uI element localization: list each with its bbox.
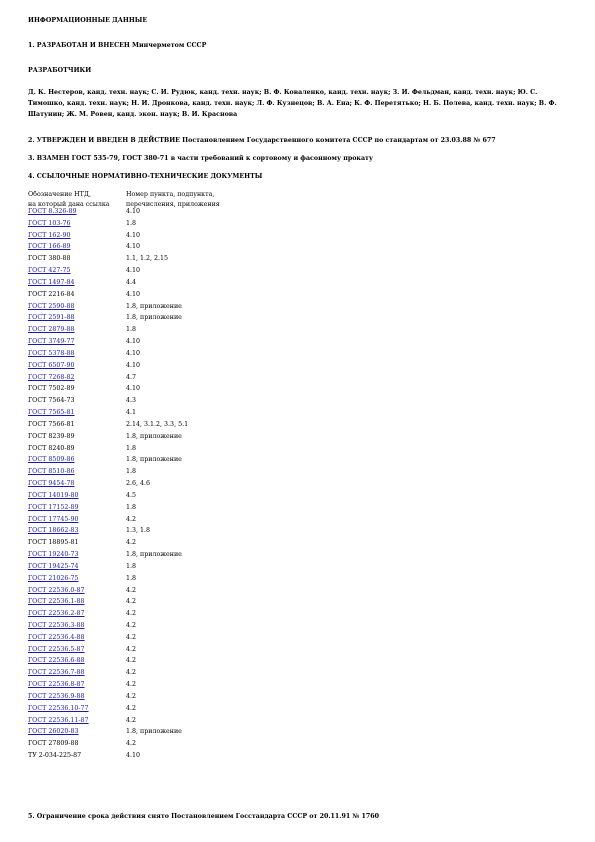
document-link[interactable]: ГОСТ 18662-83 bbox=[28, 527, 79, 535]
table-row bbox=[28, 703, 328, 715]
document-link[interactable]: ГОСТ 22536.2-87 bbox=[28, 610, 85, 618]
table-row bbox=[28, 573, 328, 585]
document-link[interactable]: ГОСТ 2591-88 bbox=[28, 314, 75, 322]
document-link[interactable]: ГОСТ 166-89 bbox=[28, 243, 71, 251]
document-title: ИНФОРМАЦИОННЫЕ ДАННЫЕ bbox=[28, 17, 148, 24]
document-link[interactable]: ГОСТ 3749-77 bbox=[28, 338, 75, 346]
document-code: ТУ 2-034-225-87 bbox=[28, 752, 82, 760]
clause-reference: 4.2 bbox=[126, 645, 137, 653]
table-row bbox=[28, 514, 328, 526]
table-row bbox=[28, 478, 328, 490]
document-link[interactable]: ГОСТ 5378-88 bbox=[28, 349, 75, 357]
table-row bbox=[28, 691, 328, 703]
table-row bbox=[28, 218, 328, 230]
document-link[interactable]: ГОСТ 22536.7-88 bbox=[28, 669, 85, 677]
table-row bbox=[28, 372, 328, 384]
clause-reference: 1.8, приложение bbox=[126, 728, 182, 736]
document-link[interactable]: ГОСТ 19425-74 bbox=[28, 562, 79, 570]
clause-reference: 1.8, приложение bbox=[126, 302, 182, 310]
document-link[interactable]: ГОСТ 2590-88 bbox=[28, 302, 75, 310]
table-row bbox=[28, 502, 328, 514]
section-3: 3. ВЗАМЕН ГОСТ 535-79, ГОСТ 380-71 в части требований к сортовому и фасонному прокату bbox=[28, 155, 373, 162]
clause-reference: 1.8, приложение bbox=[126, 456, 182, 464]
table-row bbox=[28, 596, 328, 608]
document-code: ГОСТ 2216-84 bbox=[28, 290, 75, 298]
clause-reference: 1.8 bbox=[126, 219, 137, 227]
table-row bbox=[28, 265, 328, 277]
document-link[interactable]: ГОСТ 22536.6-88 bbox=[28, 657, 85, 665]
document-link[interactable]: ГОСТ 22536.1-88 bbox=[28, 598, 85, 606]
clause-reference: 4.5 bbox=[126, 491, 137, 499]
clause-reference: 4.2 bbox=[126, 657, 137, 665]
document-link[interactable]: ГОСТ 17152-89 bbox=[28, 503, 79, 511]
clause-reference: 4.10 bbox=[126, 361, 141, 369]
section-2: 2. УТВЕРЖДЕН И ВВЕДЕН В ДЕЙСТВИЕ Постановлением Государственного комитета СССР по стандартам от 23.03.88 № 677 bbox=[28, 137, 496, 144]
section-1: 1. РАЗРАБОТАН И ВНЕСЕН Минчерметом СССР bbox=[28, 42, 207, 49]
document-link[interactable]: ГОСТ 6507-90 bbox=[28, 361, 75, 369]
table-row bbox=[28, 655, 328, 667]
document-link[interactable]: ГОСТ 1497-84 bbox=[28, 278, 75, 286]
clause-reference: 4.4 bbox=[126, 278, 137, 286]
document-link[interactable]: ГОСТ 22536.9-88 bbox=[28, 692, 85, 700]
table-row bbox=[28, 289, 328, 301]
reference-table bbox=[28, 206, 328, 762]
document-link[interactable]: ГОСТ 7268-82 bbox=[28, 373, 75, 381]
table-row bbox=[28, 241, 328, 253]
clause-reference: 1.8, приложение bbox=[126, 432, 182, 440]
clause-reference: 4.10 bbox=[126, 231, 141, 239]
table-row bbox=[28, 336, 328, 348]
document-link[interactable]: ГОСТ 427-75 bbox=[28, 267, 71, 275]
table-row bbox=[28, 561, 328, 573]
developers-list: Д. К. Нестеров, канд. техн. наук; С. И. Рудюк, канд. техн. наук; В. Ф. Коваленко, канд. техн. наук; З. И. Фельдман, канд. техн. наук; Ю. С. Тимошко, канд. техн. наук; Н. И. Дронкова, канд. техн. наук; Л. Ф. Кузнецов; В. А. Ена; К. Ф. Перетятько; Н. Б. Полева, канд. техн. наук; В. Ф. Шатунин; Ж. М. Ровен, канд. экон. наук; В. И. Краснова bbox=[28, 89, 557, 118]
clause-reference: 4.2 bbox=[126, 586, 137, 594]
document-code: ГОСТ 7502-89 bbox=[28, 385, 75, 393]
clause-reference: 4.7 bbox=[126, 373, 137, 381]
document-code: ГОСТ 380-88 bbox=[28, 255, 71, 263]
document-code: ГОСТ 7564-73 bbox=[28, 397, 75, 405]
clause-reference: 1.8, приложение bbox=[126, 551, 182, 559]
table-row bbox=[28, 620, 328, 632]
header-col1-line2: на который дана ссылка bbox=[28, 201, 110, 208]
clause-reference: 4.10 bbox=[126, 208, 141, 215]
document-code: ГОСТ 27809-88 bbox=[28, 740, 79, 748]
document-link[interactable]: ГОСТ 9454-78 bbox=[28, 480, 75, 488]
clause-reference: 4.2 bbox=[126, 598, 137, 606]
document-link[interactable]: ГОСТ 103-76 bbox=[28, 219, 71, 227]
table-row bbox=[28, 738, 328, 750]
document-code: ГОСТ 7566-81 bbox=[28, 420, 75, 428]
document-link[interactable]: ГОСТ 21026-75 bbox=[28, 574, 79, 582]
table-row bbox=[28, 301, 328, 313]
table-row bbox=[28, 419, 328, 431]
clause-reference: 4.2 bbox=[126, 716, 137, 724]
table-row bbox=[28, 715, 328, 727]
table-row bbox=[28, 407, 328, 419]
clause-reference: 4.10 bbox=[126, 349, 141, 357]
header-col2-line2: перечисления, приложения bbox=[126, 201, 220, 208]
clause-reference: 1.8 bbox=[126, 468, 137, 476]
document-link[interactable]: ГОСТ 22536.8-87 bbox=[28, 681, 85, 689]
clause-reference: 2.6, 4.6 bbox=[126, 480, 151, 488]
clause-reference: 4.2 bbox=[126, 681, 137, 689]
table-row bbox=[28, 312, 328, 324]
clause-reference: 4.1 bbox=[126, 409, 137, 417]
table-row bbox=[28, 679, 328, 691]
section-4: 4. ССЫЛОЧНЫЕ НОРМАТИВНО-ТЕХНИЧЕСКИЕ ДОКУМЕНТЫ bbox=[28, 173, 263, 180]
document-link[interactable]: ГОСТ 22536.5-87 bbox=[28, 645, 85, 653]
clause-reference: 1.3, 1.8 bbox=[126, 527, 151, 535]
clause-reference: 4.2 bbox=[126, 669, 137, 677]
document-link[interactable]: ГОСТ 7565-81 bbox=[28, 409, 75, 417]
table-row bbox=[28, 726, 328, 738]
clause-reference: 4.10 bbox=[126, 290, 141, 298]
clause-reference: 1.8 bbox=[126, 444, 137, 452]
table-row bbox=[28, 431, 328, 443]
clause-reference: 4.3 bbox=[126, 397, 137, 405]
document-link[interactable]: ГОСТ 8.326-89 bbox=[28, 208, 77, 215]
developers-heading: РАЗРАБОТЧИКИ bbox=[28, 67, 92, 74]
document-code: ГОСТ 18895-81 bbox=[28, 539, 79, 547]
document-code: ГОСТ 8240-89 bbox=[28, 444, 75, 452]
clause-reference: 4.2 bbox=[126, 704, 137, 712]
table-row bbox=[28, 750, 328, 762]
table-row bbox=[28, 644, 328, 656]
section-5: 5. Ограничение срока действия снято Постановлением Госстандарта СССР от 20.11.91 № 1760 bbox=[28, 813, 379, 820]
table-row bbox=[28, 206, 328, 218]
table-row bbox=[28, 324, 328, 336]
table-row bbox=[28, 537, 328, 549]
document-link[interactable]: ГОСТ 14019-80 bbox=[28, 491, 79, 499]
table-row bbox=[28, 360, 328, 372]
document-link[interactable]: ГОСТ 8509-86 bbox=[28, 456, 75, 464]
clause-reference: 4.2 bbox=[126, 633, 137, 641]
header-col1-line1: Обозначение НТД, bbox=[28, 191, 91, 198]
clause-reference: 4.10 bbox=[126, 267, 141, 275]
table-row bbox=[28, 466, 328, 478]
header-col2-line1: Номер пункта, подпункта, bbox=[126, 191, 215, 198]
document-code: ГОСТ 8239-89 bbox=[28, 432, 75, 440]
clause-reference: 4.2 bbox=[126, 539, 137, 547]
document-link[interactable]: ГОСТ 162-90 bbox=[28, 231, 71, 239]
document-link[interactable]: ГОСТ 22536.11-87 bbox=[28, 716, 89, 724]
clause-reference: 4.10 bbox=[126, 752, 141, 760]
clause-reference: 4.10 bbox=[126, 338, 141, 346]
clause-reference: 4.10 bbox=[126, 385, 141, 393]
document-link[interactable]: ГОСТ 22536.3-88 bbox=[28, 621, 85, 629]
table-row bbox=[28, 454, 328, 466]
clause-reference: 1.8 bbox=[126, 562, 137, 570]
table-row bbox=[28, 608, 328, 620]
clause-reference: 4.2 bbox=[126, 740, 137, 748]
clause-reference: 4.2 bbox=[126, 610, 137, 618]
clause-reference: 2.14, 3.1.2, 3.3, 5.1 bbox=[126, 420, 189, 428]
document-link[interactable]: ГОСТ 22536.4-88 bbox=[28, 633, 85, 641]
document-link[interactable]: ГОСТ 26020-83 bbox=[28, 728, 79, 736]
table-row bbox=[28, 490, 328, 502]
document-link[interactable]: ГОСТ 2879-88 bbox=[28, 326, 75, 334]
table-row bbox=[28, 383, 328, 395]
clause-reference: 4.2 bbox=[126, 621, 137, 629]
table-row bbox=[28, 667, 328, 679]
table-row bbox=[28, 348, 328, 360]
table-row bbox=[28, 549, 328, 561]
table-row bbox=[28, 585, 328, 597]
clause-reference: 1.8, приложение bbox=[126, 314, 182, 322]
table-row bbox=[28, 632, 328, 644]
clause-reference: 1.8 bbox=[126, 574, 137, 582]
table-row bbox=[28, 395, 328, 407]
table-row bbox=[28, 277, 328, 289]
clause-reference: 1.8 bbox=[126, 503, 137, 511]
document-link[interactable]: ГОСТ 19240-73 bbox=[28, 551, 79, 559]
document-link[interactable]: ГОСТ 17745-90 bbox=[28, 515, 79, 523]
clause-reference: 1.1, 1.2, 2.15 bbox=[126, 255, 169, 263]
clause-reference: 4.2 bbox=[126, 692, 137, 700]
table-row bbox=[28, 443, 328, 455]
clause-reference: 4.2 bbox=[126, 515, 137, 523]
table-row bbox=[28, 230, 328, 242]
document-link[interactable]: ГОСТ 22536.0-87 bbox=[28, 586, 85, 594]
clause-reference: 1.8 bbox=[126, 326, 137, 334]
table-row bbox=[28, 525, 328, 537]
table-row bbox=[28, 253, 328, 265]
document-link[interactable]: ГОСТ 22536.10-77 bbox=[28, 704, 89, 712]
clause-reference: 4.10 bbox=[126, 243, 141, 251]
document-link[interactable]: ГОСТ 8510-86 bbox=[28, 468, 75, 476]
